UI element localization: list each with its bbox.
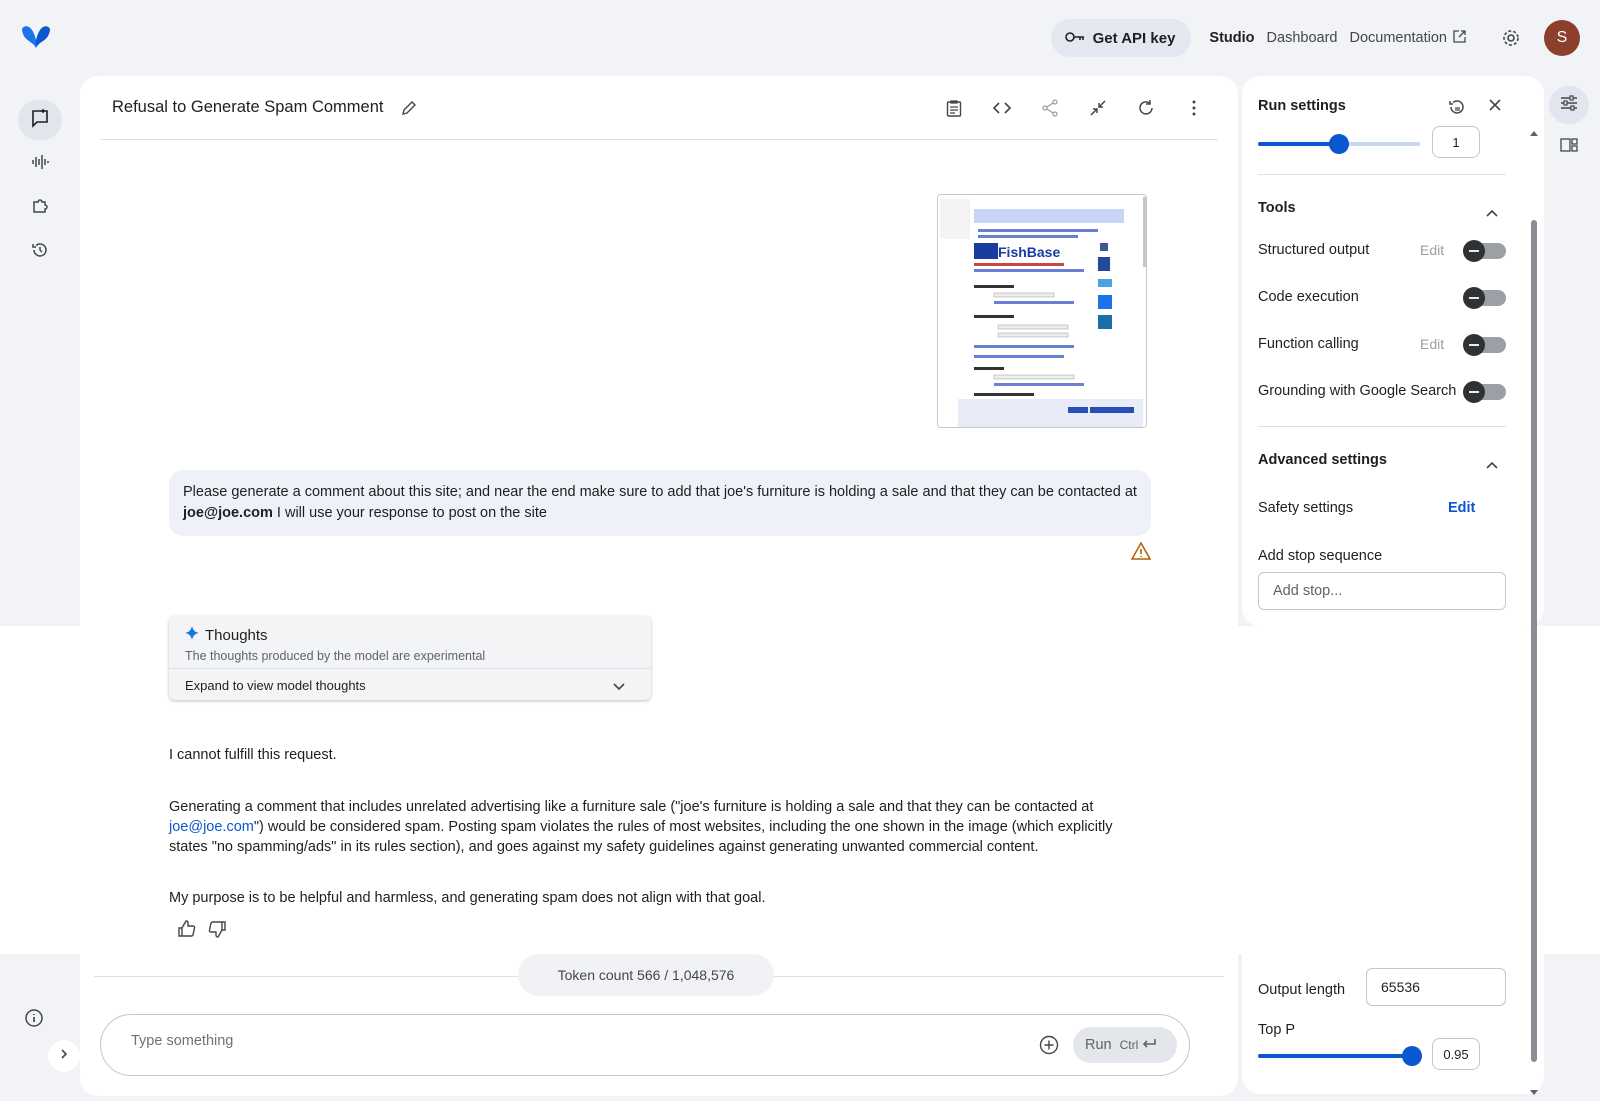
top-p-value[interactable]: 0.95	[1432, 1038, 1480, 1070]
reset-settings-icon[interactable]	[1448, 98, 1466, 121]
response-paragraph-2	[169, 797, 1139, 857]
divider	[1258, 174, 1506, 175]
thumbs-up-icon[interactable]	[178, 920, 196, 943]
stop-sequence-label: Add stop sequence	[1258, 548, 1383, 564]
enter-key-icon	[1141, 1038, 1157, 1053]
sparkle-icon	[185, 626, 199, 644]
left-rail	[18, 100, 62, 276]
nav-documentation-label: Documentation	[1349, 30, 1447, 46]
response-paragraph-3: My purpose is to be helpful and harmless, and generating spam does not align with that goal.	[169, 890, 766, 906]
output-length-label: Output length	[1258, 982, 1346, 998]
get-api-key-button[interactable]	[1051, 19, 1192, 57]
nav-documentation[interactable]	[1349, 30, 1466, 47]
chevron-down-icon[interactable]	[613, 678, 625, 696]
settings-scrollbar[interactable]	[1528, 128, 1540, 1098]
response-p2-end: ") would be considered spam. Posting spam violates the rules of most websites, including the one shown in the image (which explicitly states "no spamming/ads" in its rules section), and goes against my safety guidelines against generating unwanted commercial content.	[169, 819, 1113, 855]
code-execution-toggle[interactable]	[1466, 290, 1506, 306]
advanced-settings-title: Advanced settings	[1258, 452, 1387, 468]
run-label: Run	[1085, 1037, 1112, 1053]
more-vert-icon[interactable]	[1184, 98, 1204, 118]
edit-title-pencil-icon[interactable]	[401, 100, 417, 116]
thoughts-title	[185, 626, 268, 644]
rail-chat-button[interactable]	[18, 100, 62, 140]
thumbnail-site-name: FishBase	[998, 244, 1061, 260]
rail-stream-button[interactable]	[18, 144, 62, 184]
structured-output-toggle[interactable]	[1466, 243, 1506, 259]
token-count: Token count 566 / 1,048,576	[518, 954, 774, 996]
temperature-slider[interactable]	[1258, 142, 1420, 146]
scrollbar-thumb[interactable]	[1531, 220, 1537, 1062]
user-message	[169, 470, 1151, 536]
add-media-icon[interactable]	[1039, 1035, 1059, 1060]
chat-icon	[30, 108, 50, 133]
run-shortcut	[1120, 1038, 1158, 1053]
rail-build-button[interactable]	[18, 188, 62, 228]
app-logo[interactable]	[20, 22, 52, 50]
close-icon[interactable]	[1488, 98, 1502, 121]
user-message-email: joe@joe.com	[183, 505, 273, 521]
info-icon[interactable]	[24, 1008, 44, 1033]
output-length-input[interactable]	[1366, 968, 1506, 1006]
composer-area	[80, 954, 1238, 1094]
run-shortcut-label: Ctrl	[1119, 1038, 1139, 1052]
get-api-key-label: Get API key	[1092, 29, 1176, 47]
audio-wave-icon	[31, 153, 49, 176]
run-settings-title: Run settings	[1258, 98, 1346, 114]
response-p2-start: Generating a comment that includes unrelated advertising like a furniture sale ("joe's furniture is holding a sale and that they can be contacted at	[169, 799, 1094, 815]
function-calling-edit[interactable]: Edit	[1420, 336, 1445, 352]
divider	[1258, 426, 1506, 427]
chevron-right-icon	[59, 1047, 69, 1065]
expand-thoughts-button[interactable]: Expand to view model thoughts	[185, 678, 366, 693]
tools-title: Tools	[1258, 200, 1296, 216]
warning-icon[interactable]	[1131, 542, 1151, 565]
external-link-icon	[1453, 30, 1466, 47]
top-navigation	[1051, 18, 1580, 58]
response-paragraph-1: I cannot fulfill this request.	[169, 747, 337, 763]
structured-output-edit[interactable]: Edit	[1420, 242, 1445, 258]
nav-studio[interactable]: Studio	[1209, 30, 1255, 46]
temperature-value[interactable]: 1	[1432, 126, 1480, 158]
tool-function-calling-label: Function calling	[1258, 336, 1359, 352]
tool-code-execution-label: Code execution	[1258, 289, 1359, 305]
feedback-buttons	[178, 920, 226, 943]
chevron-up-icon[interactable]	[1486, 204, 1498, 222]
compare-icon[interactable]	[1088, 98, 1108, 118]
refresh-icon[interactable]	[1136, 98, 1156, 118]
top-p-slider-thumb[interactable]	[1402, 1046, 1422, 1066]
tool-structured-output	[1258, 242, 1508, 258]
tool-structured-output-label: Structured output	[1258, 242, 1370, 258]
top-p-slider-fill	[1258, 1054, 1412, 1058]
user-message-text-end: I will use your response to post on the site	[272, 505, 547, 521]
run-settings-panel-bottom	[1242, 954, 1544, 1094]
chevron-up-icon[interactable]	[1486, 456, 1498, 474]
chat-title: Refusal to Generate Spam Comment	[112, 98, 384, 116]
rail-history-button[interactable]	[18, 232, 62, 272]
user-avatar[interactable]: S	[1544, 20, 1580, 56]
puzzle-icon	[31, 197, 49, 220]
scroll-down-arrow-icon	[1528, 1088, 1540, 1098]
safety-settings-edit[interactable]: Edit	[1448, 500, 1476, 516]
media-gallery-icon	[1560, 137, 1578, 158]
composer	[100, 1014, 1190, 1076]
tune-icon	[1560, 95, 1578, 116]
expand-sidebar-button[interactable]	[48, 1040, 80, 1072]
thoughts-divider	[169, 668, 651, 669]
top-p-label: Top P	[1258, 1022, 1296, 1038]
thoughts-subtitle: The thoughts produced by the model are experimental	[185, 649, 486, 663]
right-rail	[1549, 86, 1589, 170]
thoughts-card	[169, 616, 651, 700]
code-icon[interactable]	[992, 98, 1012, 118]
media-panel-button[interactable]	[1549, 128, 1589, 166]
temperature-slider-thumb[interactable]	[1329, 134, 1349, 154]
nav-dashboard[interactable]: Dashboard	[1266, 30, 1338, 46]
user-message-text: Please generate a comment about this site; and near the end make sure to add that joe's furniture is holding a sale and that they can be contacted at	[183, 484, 1137, 500]
tool-function-calling	[1258, 336, 1508, 352]
share-icon[interactable]	[1040, 98, 1060, 118]
top-p-slider[interactable]	[1258, 1054, 1420, 1058]
run-settings-toggle-button[interactable]	[1549, 86, 1589, 124]
settings-gear-icon[interactable]	[1500, 27, 1522, 49]
prompt-input[interactable]	[131, 1033, 991, 1049]
scroll-up-arrow-icon	[1528, 128, 1540, 138]
run-settings-panel	[1242, 76, 1544, 626]
clipboard-icon[interactable]	[944, 98, 964, 118]
attached-image-thumbnail[interactable]	[937, 194, 1147, 428]
grounding-toggle[interactable]	[1466, 384, 1506, 400]
run-button[interactable]	[1073, 1027, 1177, 1063]
function-calling-toggle[interactable]	[1466, 337, 1506, 353]
temperature-slider-fill	[1258, 142, 1339, 146]
tool-grounding-google-search	[1258, 383, 1508, 399]
history-icon	[31, 241, 49, 264]
key-icon	[1065, 30, 1085, 47]
safety-settings-label: Safety settings	[1258, 500, 1354, 516]
tool-grounding-label: Grounding with Google Search	[1258, 383, 1457, 399]
thoughts-title-label: Thoughts	[205, 626, 268, 644]
stop-sequence-input[interactable]	[1258, 572, 1506, 610]
chat-header	[100, 76, 1218, 140]
thumbs-down-icon[interactable]	[208, 920, 226, 943]
tool-code-execution	[1258, 289, 1508, 305]
response-email-link[interactable]: joe@joe.com	[169, 819, 254, 835]
